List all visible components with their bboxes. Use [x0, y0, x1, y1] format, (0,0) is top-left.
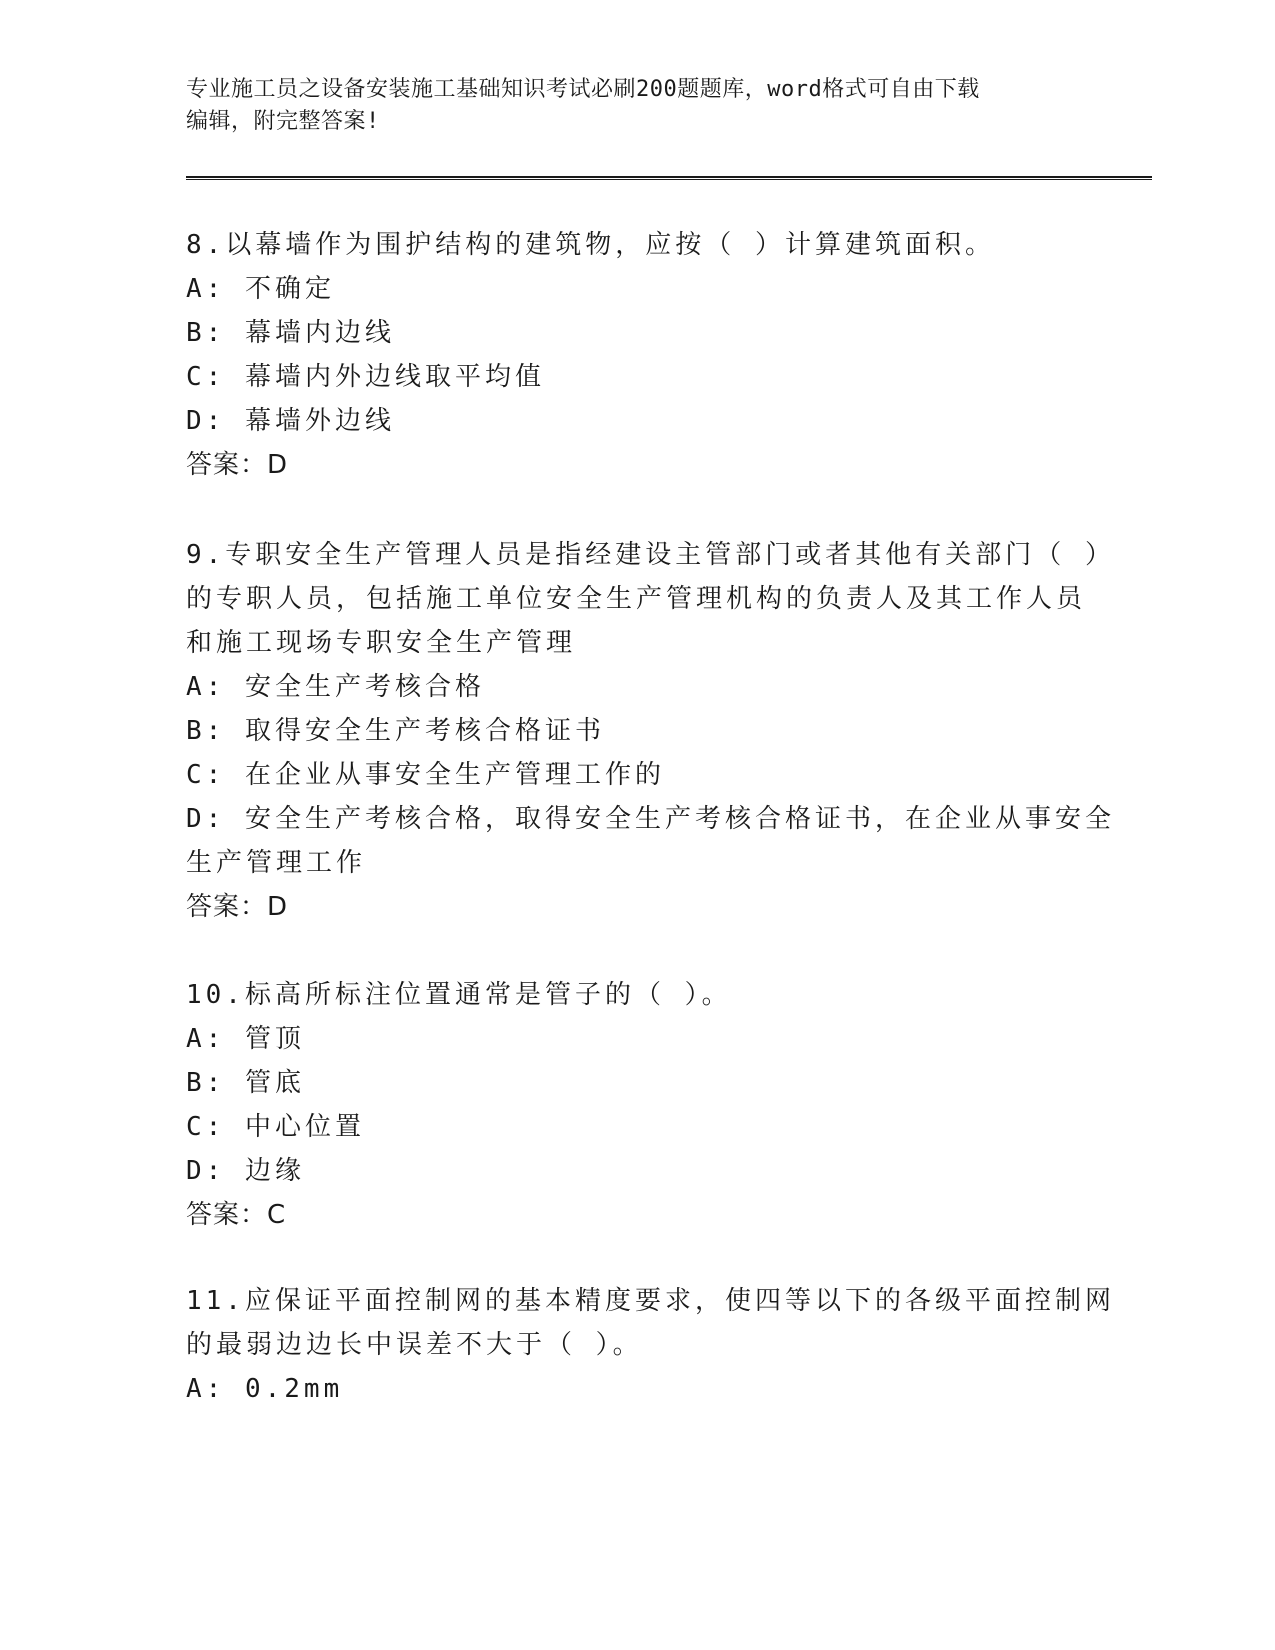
question-8-stem-line-1: 8.以幕墙作为围护结构的建筑物，应按（ ）计算建筑面积。	[186, 230, 995, 260]
question-8-option-d: D: 幕墙外边线	[186, 406, 395, 436]
header-line-2: 编辑，附完整答案!	[186, 109, 380, 134]
question-9-option-b: B: 取得安全生产考核合格证书	[186, 716, 605, 746]
header-line-1: 专业施工员之设备安装施工基础知识考试必刷200题题库，word格式可自由下载	[186, 77, 980, 102]
question-10-option-d: D: 边缘	[186, 1156, 305, 1186]
question-9-option-d-line-1: D: 安全生产考核合格，取得安全生产考核合格证书，在企业从事安全	[186, 804, 1115, 834]
question-8-option-c: C: 幕墙内外边线取平均值	[186, 362, 545, 392]
question-11-stem-line-1: 11.应保证平面控制网的基本精度要求，使四等以下的各级平面控制网	[186, 1286, 1115, 1316]
header-divider	[186, 176, 1152, 180]
question-11-stem-line-2: 的最弱边边长中误差不大于（ ）。	[186, 1330, 643, 1360]
question-10-stem-line-1: 10.标高所标注位置通常是管子的（ ）。	[186, 980, 732, 1010]
question-9-stem-line-1: 9.专职安全生产管理人员是指经建设主管部门或者其他有关部门（ ）	[186, 540, 1115, 570]
question-8-option-a: A: 不确定	[186, 274, 335, 304]
question-9-option-c: C: 在企业从事安全生产管理工作的	[186, 760, 665, 790]
question-9-stem-line-2: 的专职人员，包括施工单位安全生产管理机构的负责人及其工作人员	[186, 584, 1087, 614]
question-8-answer: 答案：D	[186, 450, 289, 480]
question-10-answer: 答案：C	[186, 1200, 287, 1230]
question-9-option-d-line-2: 生产管理工作	[186, 848, 367, 878]
question-9-option-a: A: 安全生产考核合格	[186, 672, 485, 702]
question-9-stem-line-3: 和施工现场专职安全生产管理	[186, 628, 577, 658]
question-10-option-c: C: 中心位置	[186, 1112, 365, 1142]
question-9-answer: 答案：D	[186, 892, 289, 922]
question-10-option-a: A: 管顶	[186, 1024, 305, 1054]
question-10-option-b: B: 管底	[186, 1068, 305, 1098]
question-8-option-b: B: 幕墙内边线	[186, 318, 395, 348]
question-11-option-a: A: 0.2mm	[186, 1374, 344, 1404]
document-header	[186, 74, 1086, 138]
